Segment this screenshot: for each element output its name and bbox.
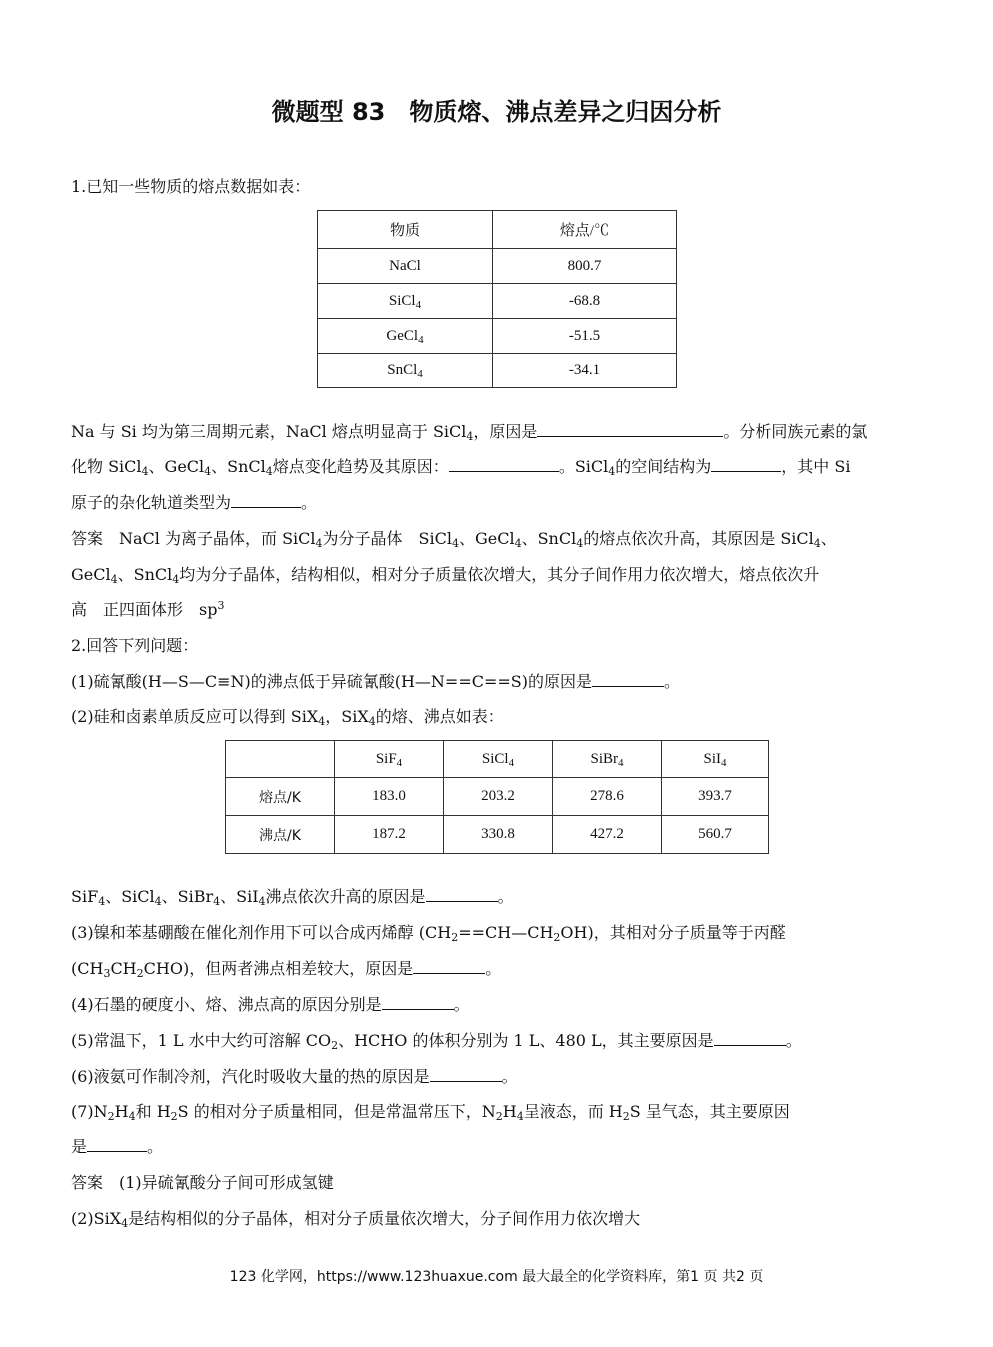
subscript: 4 (154, 895, 162, 908)
text: 为分子晶体 SiCl (322, 529, 452, 548)
text: 、GeCl (458, 529, 515, 548)
text: 。 (301, 493, 318, 512)
subscript: 4 (576, 537, 584, 550)
answer-blank[interactable] (714, 1031, 786, 1046)
answer-blank[interactable] (537, 422, 723, 437)
text: 。 (501, 1067, 518, 1086)
text: 。 (497, 887, 514, 906)
text: 、GeCl (148, 457, 205, 476)
subscript: 4 (121, 1217, 129, 1230)
q1-header-substance: 物质 (318, 211, 493, 249)
answer-blank[interactable] (382, 995, 454, 1010)
q1-cell-substance (318, 249, 493, 284)
subscript: 2 (451, 931, 459, 944)
q2-answer-line2 (71, 1208, 640, 1230)
subscript: 4 (315, 537, 323, 550)
q1-answer-line3 (71, 599, 224, 621)
text: 。分析同族元素的氯 (723, 422, 868, 441)
text: 、SiBr (161, 887, 214, 906)
q2-sub6 (71, 1066, 518, 1088)
subscript: 2 (107, 1110, 115, 1123)
q2-sub7-line1 (71, 1101, 790, 1123)
text: 是结构相似的分子晶体，相对分子质量依次增大，分子间作用力依次增大 (128, 1209, 641, 1228)
table-cell: 427.2 (553, 816, 662, 854)
subscript: 4 (415, 298, 422, 311)
q2-sub2-question (71, 886, 514, 908)
text: (2)SiX (71, 1209, 122, 1228)
table-header-cell (662, 741, 769, 778)
q1-cell-substance (318, 354, 493, 388)
table-row (226, 778, 769, 816)
subscript: 4 (417, 368, 423, 380)
subscript: 2 (495, 1110, 503, 1123)
table-row (318, 354, 677, 388)
subscript: 4 (396, 756, 403, 769)
table-cell: 278.6 (553, 778, 662, 816)
text: 、SnCl (117, 565, 173, 584)
subscript: 4 (451, 537, 459, 550)
text: 呈液态，而 H (523, 1102, 623, 1121)
subscript: 2 (170, 1110, 178, 1123)
subscript: 4 (128, 1110, 136, 1123)
q2-sub5 (71, 1030, 802, 1052)
text: 的熔点依次升高，其原因是 SiCl (583, 529, 814, 548)
q1-paragraph-line1 (71, 421, 867, 443)
answer-blank[interactable] (87, 1137, 147, 1152)
subscript: 4 (204, 465, 212, 478)
text: 答案 NaCl 为离子晶体，而 SiCl (71, 529, 316, 548)
text: SiI (703, 750, 721, 767)
substance-name: SiCl (388, 292, 416, 309)
text: H (114, 1102, 129, 1121)
text: OH)，其相对分子质量等于丙醛 (560, 923, 786, 942)
answer-blank[interactable] (592, 672, 664, 687)
q1-header-melting-point: 熔点/℃ (493, 211, 677, 249)
table-row (318, 284, 677, 319)
text: (1)硫氰酸(H—S—C≡N)的沸点低于异硫氰酸(H—N==C==S)的原因是 (71, 672, 592, 691)
answer-blank[interactable] (426, 887, 498, 902)
text: CH (110, 959, 137, 978)
subscript: 4 (721, 756, 727, 769)
text: (3)镍和苯基硼酸在催化剂作用下可以合成丙烯醇 (CH (71, 923, 452, 942)
q1-paragraph-line2 (71, 456, 850, 478)
row-label: 沸点/K (226, 816, 335, 854)
subscript: 4 (618, 756, 624, 769)
text: S 的相对分子质量相同，但是常温常压下，N (177, 1102, 496, 1121)
text: SiF (71, 887, 99, 906)
text: 、SiI (220, 887, 259, 906)
text: 。 (785, 1031, 802, 1050)
text: ，原因是 (473, 422, 538, 441)
q2-sub4 (71, 994, 470, 1016)
q1-cell-value: -34.1 (493, 354, 677, 388)
subscript: 4 (368, 715, 376, 728)
q2-sub3-line2 (71, 958, 501, 980)
q2-sub2 (71, 706, 504, 728)
q2-intro: 2.回答下列问题： (71, 636, 199, 655)
text: SiCl (481, 750, 509, 767)
table-header-cell (444, 741, 553, 778)
substance-name: NaCl (389, 257, 421, 274)
q1-paragraph-line3 (71, 492, 317, 514)
substance-name: SnCl (387, 362, 418, 378)
answer-blank[interactable] (413, 959, 485, 974)
text: 、 (820, 529, 837, 548)
text: 、SnCl (521, 529, 577, 548)
table-cell: 330.8 (444, 816, 553, 854)
table-row (226, 816, 769, 854)
text: 。 (453, 995, 470, 1014)
q1-cell-value: -68.8 (493, 284, 677, 319)
superscript: 3 (217, 599, 225, 612)
subscript: 4 (98, 895, 106, 908)
q1-cell-substance (318, 319, 493, 354)
answer-blank[interactable] (430, 1067, 502, 1082)
text: SiBr (590, 750, 618, 767)
text: 均为分子晶体，结构相似，相对分子质量依次增大，其分子间作用力依次增大，熔点依次升 (179, 565, 820, 584)
q2-answer-line1: 答案 (1)异硫氰酸分子间可形成氢键 (71, 1173, 334, 1192)
subscript: 4 (110, 573, 118, 586)
q1-answer-line2 (71, 564, 819, 586)
text: S 呈气态，其主要原因 (629, 1102, 790, 1121)
text: 是 (71, 1137, 88, 1156)
text: 。 (663, 672, 680, 691)
q1-answer-line1 (71, 528, 837, 550)
q2-sub1 (71, 671, 680, 693)
page-footer: 123 化学网，https://www.123huaxue.com 最大最全的化学资料库，第1 页 共2 页 (229, 1269, 764, 1285)
text: 原子的杂化轨道类型为 (71, 493, 232, 512)
text: Na 与 Si 均为第三周期元素，NaCl 熔点明显高于 SiCl (71, 422, 467, 441)
text: (7)N (71, 1102, 108, 1121)
text: 。 (485, 959, 502, 978)
text: CHO)，但两者沸点相差较大，原因是 (143, 959, 414, 978)
subscript: 4 (418, 333, 424, 346)
text: 、SnCl (211, 457, 266, 476)
subscript: 4 (608, 465, 616, 478)
subscript: 4 (172, 573, 180, 586)
text: 高 正四面体形 sp (71, 600, 218, 619)
text: ，SiX (325, 707, 369, 726)
subscript: 4 (258, 895, 266, 908)
table-row (318, 249, 677, 284)
q1-cell-value: -51.5 (493, 319, 677, 354)
table-cell: 560.7 (662, 816, 769, 854)
text: (2)硅和卤素单质反应可以得到 SiX (71, 707, 319, 726)
table-cell: 187.2 (335, 816, 444, 854)
text: ==CH—CH (458, 923, 554, 942)
subscript: 4 (813, 537, 821, 550)
text: (CH (71, 959, 104, 978)
text: 的空间结构为 (615, 457, 712, 476)
text: H (502, 1102, 517, 1121)
subscript: 4 (318, 715, 326, 728)
text: 、HCHO 的体积分别为 1 L、480 L，其主要原因是 (338, 1031, 714, 1050)
subscript: 4 (265, 465, 273, 478)
subscript: 2 (622, 1110, 630, 1123)
text: 、SiCl (105, 887, 155, 906)
text: 化物 SiCl (71, 457, 142, 476)
substance-name: GeCl (386, 327, 419, 344)
text: (6)液氨可作制冷剂，汽化时吸收大量的热的原因是 (71, 1067, 430, 1086)
subscript: 4 (141, 465, 149, 478)
q2-sub7-line2 (71, 1136, 163, 1158)
q1-intro: 1.已知一些物质的熔点数据如表： (71, 177, 311, 196)
text: 。 (147, 1137, 164, 1156)
answer-blank[interactable] (449, 457, 559, 472)
text: 熔点变化趋势及其原因： (272, 457, 449, 476)
subscript: 2 (331, 1039, 339, 1052)
subscript: 4 (213, 895, 221, 908)
row-label: 熔点/K (226, 778, 335, 816)
table-header-cell (553, 741, 662, 778)
text: SiF (375, 750, 397, 767)
table-header-cell (335, 741, 444, 778)
text: (4)石墨的硬度小、熔、沸点高的原因分别是 (71, 995, 382, 1014)
subscript: 4 (516, 1110, 524, 1123)
q1-cell-value: 800.7 (493, 249, 677, 284)
table-cell: 183.0 (335, 778, 444, 816)
subscript: 4 (508, 756, 515, 769)
text: 。SiCl (558, 457, 609, 476)
table-corner-cell (226, 741, 335, 778)
text: 和 H (135, 1102, 171, 1121)
page-title: 微题型 83 物质熔、沸点差异之归因分析 (271, 98, 722, 126)
subscript: 4 (466, 430, 474, 443)
text: 沸点依次升高的原因是 (265, 887, 426, 906)
subscript: 3 (103, 967, 111, 980)
text: ，其中 Si (781, 457, 851, 476)
table-cell: 203.2 (444, 778, 553, 816)
q2-six-table (225, 740, 769, 854)
q2-sub3-line1 (71, 922, 786, 944)
text: GeCl (71, 565, 111, 584)
answer-blank[interactable] (231, 493, 301, 508)
subscript: 2 (136, 967, 144, 980)
subscript: 4 (514, 537, 522, 550)
answer-blank[interactable] (711, 457, 781, 472)
table-cell: 393.7 (662, 778, 769, 816)
text: 的熔、沸点如表： (375, 707, 504, 726)
q1-cell-substance (318, 284, 493, 319)
text: (5)常温下，1 L 水中大约可溶解 CO (71, 1031, 332, 1050)
q1-melting-point-table (317, 210, 677, 388)
subscript: 2 (553, 931, 561, 944)
table-header-row (226, 741, 769, 778)
table-row (318, 319, 677, 354)
